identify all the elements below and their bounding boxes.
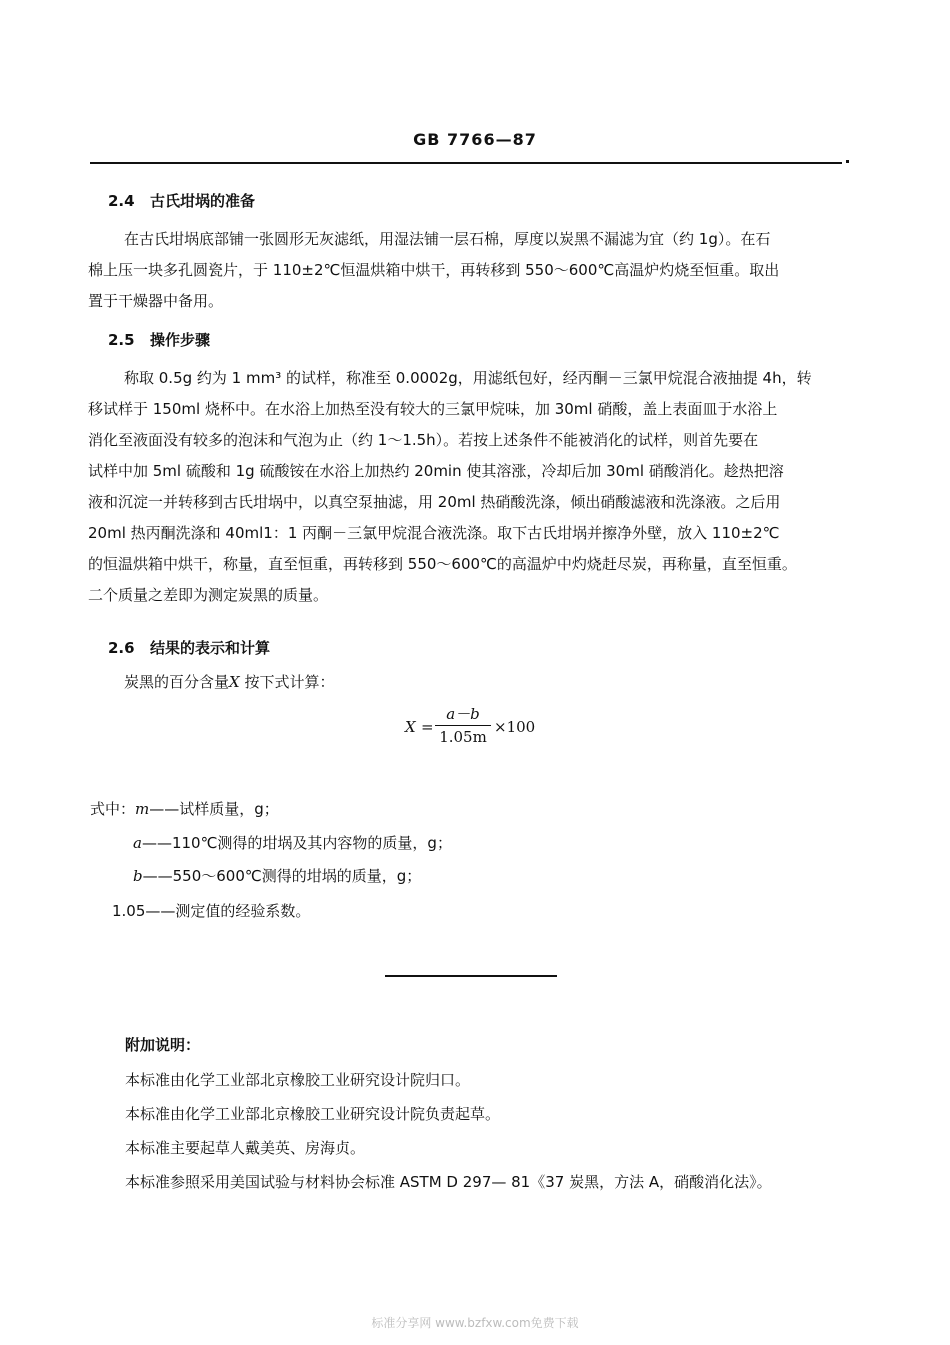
section-2-5-number: 2.5 [108,331,135,349]
definition-text: ——110℃测得的坩埚及其内容物的质量，g； [141,834,452,852]
paragraph-line: 的恒温烘箱中烘干，称量，直至恒重，再转移到 550～600℃的高温炉中灼烧赶尽炭，再称量，直至恒重。 [88,555,797,573]
intro-text: 炭黑的百分含量 [124,673,230,691]
header-divider [90,162,842,164]
section-2-6-intro [124,672,334,692]
formula-lhs: X [405,718,416,736]
definitions-line-m [90,799,279,819]
intro-text-tail: 按下式计算： [239,673,335,691]
formula-multiplier: ×100 [494,718,536,736]
appendix-line: 本标准由化学工业部北京橡胶工业研究设计院负责起草。 [125,1105,501,1123]
appendix-title: 附加说明： [125,1036,201,1054]
definition-text: ——550～600℃测得的坩埚的质量，g； [142,867,422,885]
appendix-line: 本标准由化学工业部北京橡胶工业研究设计院归口。 [125,1071,471,1089]
paragraph-line: 消化至液面没有较多的泡沫和气泡为止（约 1～1.5h）。若按上述条件不能被消化的试样，则首先要在 [88,431,759,449]
formula-fraction [435,705,491,746]
paragraph-line: 20ml 热丙酮洗涤和 40ml1：1 丙酮－三氯甲烷混合液洗涤。取下古氏坩埚并擦净外壁，放入 110±2℃ [88,524,780,542]
section-2-4-title: 古氏坩埚的准备 [150,192,256,210]
definitions-line-a [133,833,452,853]
paragraph-line: 试样中加 5ml 硫酸和 1g 硫酸铵在水浴上加热约 20min 使其溶涨，冷却后加 30ml 硝酸消化。趁热把溶 [88,462,784,480]
fraction-bar [435,725,491,726]
section-2-5-paragraph [88,363,858,611]
definitions-prefix: 式中： [90,800,136,818]
section-2-4-number: 2.4 [108,192,135,210]
definition-symbol: a [133,834,142,852]
formula-numerator: a－b [446,705,480,723]
paragraph-line: 称取 0.5g 约为 1 mm³ 的试样，称准至 0.0002g，用滤纸包好，经丙酮－三氯甲烷混合液抽提 4h，转 [124,369,812,387]
definition-symbol: 1.05 [112,902,146,920]
section-2-5-title: 操作步骤 [150,331,211,349]
paragraph-line: 移试样于 150ml 烧杯中。在水浴上加热至没有较大的三氯甲烷味，加 30ml 硝酸，盖上表面皿于水浴上 [88,400,778,418]
watermark-footer: 标准分享网 www.bzfxw.com免费下载 [371,1316,579,1330]
section-2-4-paragraph [88,224,858,317]
intro-variable: X [229,673,240,691]
definition-symbol: m [135,800,150,818]
definition-text: ——测定值的经验系数。 [145,902,311,920]
paragraph-line: 在古氏坩埚底部铺一张圆形无灰滤纸，用湿法铺一层石棉，厚度以炭黑不漏滤为宜（约 1g）。在石 [124,230,771,248]
standard-code-header: GB 7766—87 [413,130,537,149]
formula-denominator: 1.05m [439,728,487,746]
definition-text: ——试样质量，g； [149,800,279,818]
paragraph-line: 二个质量之差即为测定炭黑的质量。 [88,586,329,604]
appendix-line: 本标准参照采用美国试验与材料协会标准 ASTM D 297— 81《37 炭黑，方法 A，硝酸消化法》。 [125,1173,772,1191]
paragraph-line: 置于干燥器中备用。 [88,292,224,310]
section-2-6-title: 结果的表示和计算 [150,639,271,657]
paragraph-line: 液和沉淀一并转移到古氏坩埚中，以真空泵抽滤，用 20ml 热硝酸洗涤，倾出硝酸滤液和洗涤液。之后用 [88,493,781,511]
definitions-line-b [133,866,421,886]
formula-equals: = [421,718,434,736]
appendix-line: 本标准主要起草人戴美英、房海贞。 [125,1139,366,1157]
paragraph-line: 棉上压一块多孔圆瓷片，于 110±2℃恒温烘箱中烘干，再转移到 550～600℃高温炉灼烧至恒重。取出 [88,261,780,279]
definition-symbol: b [133,867,143,885]
definitions-line-coefficient [112,901,310,921]
end-of-text-rule [385,975,557,977]
header-divider-dot [846,160,849,163]
section-2-6-number: 2.6 [108,639,135,657]
